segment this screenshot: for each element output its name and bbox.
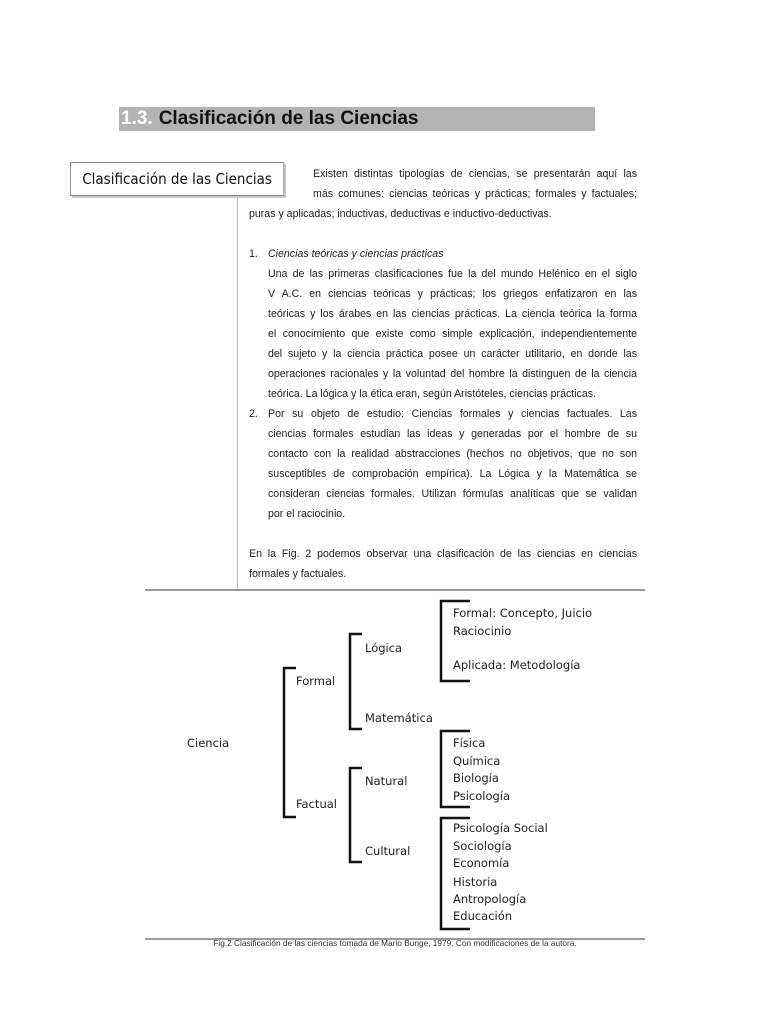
figure-top-rule	[145, 589, 645, 591]
list-item-1-line: teórica. La lógica y la ética eran, según Aristóteles, ciencias prácticas.	[268, 388, 596, 400]
bracket-natural-items	[441, 731, 470, 807]
node-formal: Formal	[296, 674, 336, 688]
bracket-logica-matematica	[350, 634, 362, 729]
node-logica: Lógica	[365, 641, 403, 655]
bracket-formal-factual	[284, 668, 296, 817]
list-item-2-line: contacto con la realidad abstracciones (hechos no objetivos, que no son	[268, 448, 637, 460]
leaf-cultural: Antropología	[453, 892, 527, 906]
list-item-2-line: Por su objeto de estudio: Ciencias formales y ciencias factuales. Las	[268, 408, 637, 420]
intro-line-3: puras y aplicadas; inductivas, deductivas e inductivo-deductivas.	[249, 208, 552, 220]
section-title: Clasificación de las Ciencias	[158, 108, 419, 129]
margin-divider	[237, 196, 238, 590]
leaf-natural: Química	[453, 754, 501, 768]
fig-intro-line-1: En la Fig. 2 podemos observar una clasificación de las ciencias en ciencias	[249, 548, 637, 560]
node-factual: Factual	[296, 797, 337, 811]
fig-intro-line-2: formales y factuales.	[249, 568, 347, 580]
section-number: 1.3.	[121, 108, 153, 129]
list-marker-2: 2.	[249, 408, 258, 420]
list-item-2-line: susceptibles de comprobación empírica). La Lógica y la Matemática se	[268, 468, 637, 480]
leaf-cultural: Educación	[453, 909, 513, 923]
leaf-cultural: Historia	[453, 875, 498, 889]
leaf-logica: Aplicada: Metodología	[453, 658, 581, 672]
leaf-cultural: Psicología Social	[453, 821, 548, 835]
list-item-2-line: consideran ciencias formales. Utilizan fórmulas analíticas que se validan	[268, 488, 637, 500]
node-ciencia: Ciencia	[187, 736, 230, 750]
list-item-1-line: Una de las primeras clasificaciones fue la del mundo Helénico en el siglo	[268, 268, 637, 280]
leaf-logica: Formal: Concepto, Juicio	[453, 606, 593, 620]
list-item-1-line: el conocimiento que existe como simple explicación, independientemente	[268, 328, 637, 340]
bracket-cultural-items	[441, 818, 470, 929]
leaf-natural: Psicología	[453, 789, 511, 803]
leaf-cultural: Economía	[453, 856, 510, 870]
list-item-1-line: V A.C. en ciencias teóricas y prácticas; los griegos enfatizaron en las	[268, 288, 637, 300]
intro-line-1: Existen distintas tipologías de ciencias, se presentarán aquí las	[313, 168, 637, 180]
list-item-1-line: teóricas y los árabes en las ciencias prácticas. La ciencia teórica la forma	[268, 308, 637, 320]
bracket-logica-items	[441, 601, 470, 681]
node-natural: Natural	[365, 774, 408, 788]
list-item-1-line: del sujeto y la ciencia práctica posee un carácter utilitario, en donde las	[268, 348, 637, 360]
figure-caption: Fig.2 Clasificación de las ciencias tomada de Mario Bunge, 1979. Con modificaciones de la autora.	[213, 938, 577, 948]
node-cultural: Cultural	[365, 844, 411, 858]
list-marker-1: 1.	[249, 248, 258, 260]
intro-line-2: más comunes: ciencias teóricas y prácticas; formales y factuales;	[313, 188, 637, 200]
leaf-natural: Física	[453, 736, 486, 750]
list-item-1-line: operaciones racionales y la voluntad del hombre la distinguen de la ciencia	[268, 368, 637, 380]
leaf-logica: Raciocinio	[453, 624, 512, 638]
node-matematica: Matemática	[365, 711, 433, 725]
bracket-natural-cultural	[350, 768, 362, 862]
section-heading	[119, 107, 595, 131]
leaf-natural: Biología	[453, 771, 499, 785]
list-item-2-line: por el raciocinio.	[268, 508, 346, 520]
side-title-box: Clasificación de las Ciencias	[70, 162, 284, 196]
list-item-2-line: ciencias formales estudian las ideas y generadas por el hombre de su	[268, 428, 637, 440]
list-item-1-title: Ciencias teóricas y ciencias prácticas	[268, 248, 444, 260]
leaf-cultural: Sociología	[453, 839, 512, 853]
